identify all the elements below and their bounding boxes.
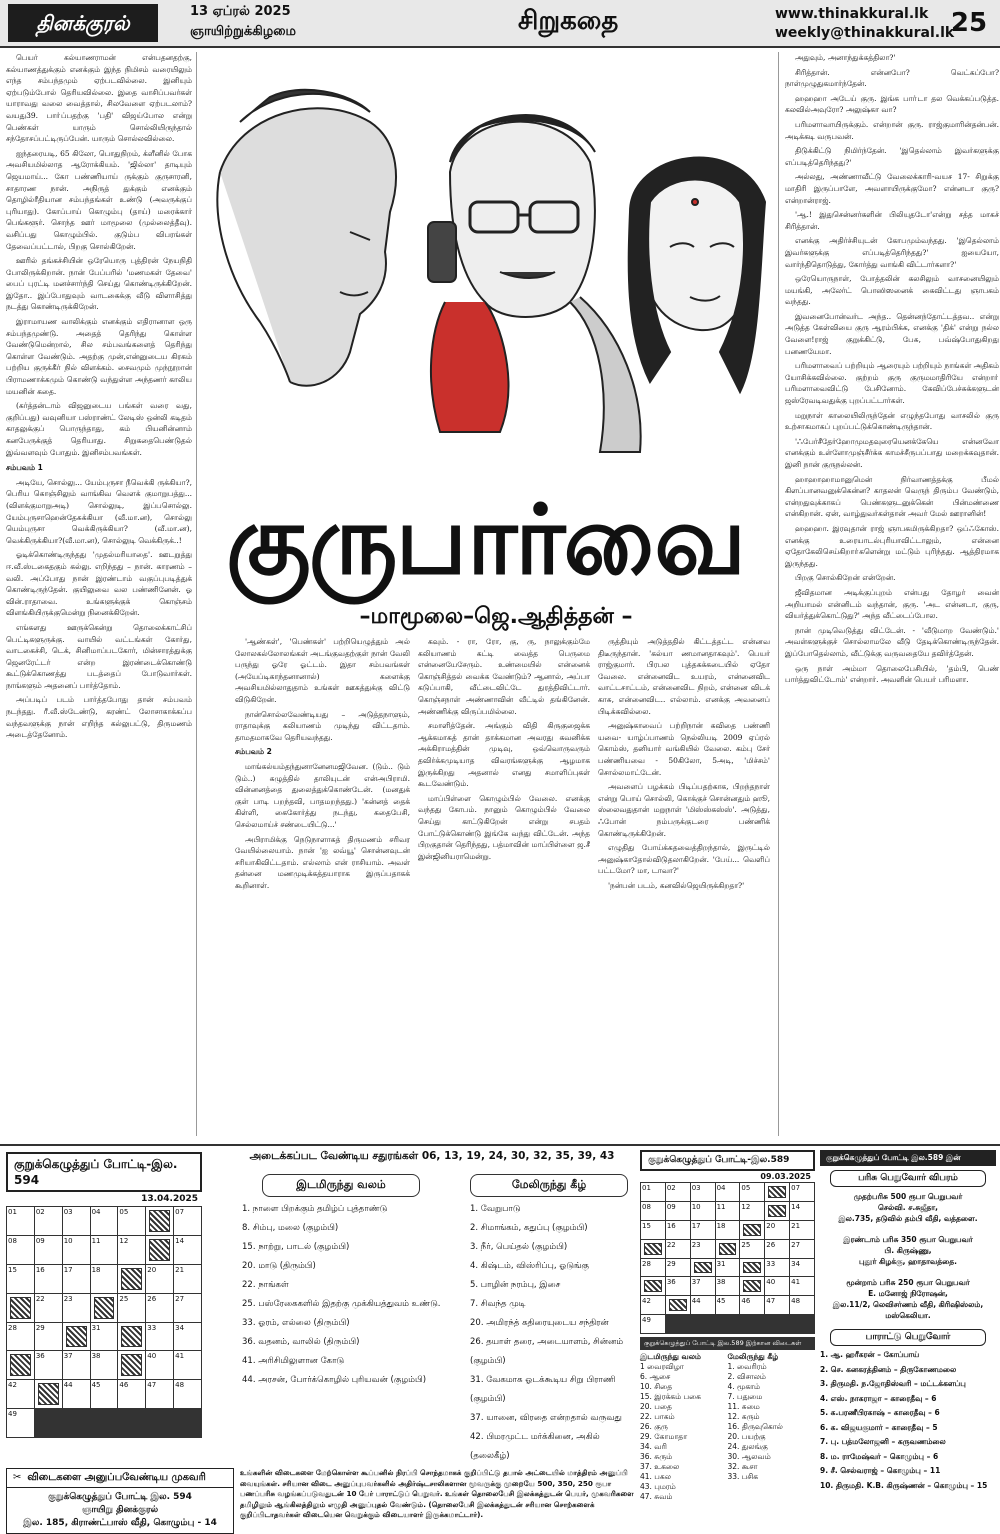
grid-cell[interactable]: 27	[790, 1240, 814, 1258]
story-column-left	[6, 52, 197, 1136]
prize-label: முதற்பரிசு 500 ரூபா பெறுபவர்	[853, 1192, 963, 1201]
clue-item: 36. வதனம், வாலில் (திரும்பி)	[242, 1337, 360, 1347]
previous-across-answers	[640, 1352, 728, 1502]
praise-item: 10. திருமதி. K.B. கிருஷ்ணன் – கொழும்பு – 15	[820, 1480, 988, 1490]
grid-cell[interactable]: 10	[691, 1202, 715, 1220]
prize-address: புதூர் கிழக்கு, ஹாதாவத்தை.	[859, 1257, 957, 1266]
answer-item: 6. ஆசை	[640, 1372, 671, 1381]
grid-cell[interactable]: 21	[790, 1221, 814, 1239]
answer-item: 33. பசிக	[727, 1472, 759, 1481]
praise-item: 9. சீ. செல்வராஜ் – கொழும்பு – 11	[820, 1466, 941, 1475]
answer-item: 16. திருவுகொல்	[727, 1422, 783, 1431]
story-paragraph: கவும். - ரா, ரோ, கு, ரு, நாலுக்கும்மே கலியாணம் கட்டி வைத்த பெருமை என்னையேசேரும். உண்மையில் என்னைக் கொஞ்சித்தல் வைக்க வேண்டும்? ஆனால், அப்பா கடுப்பாகி, வீட்டைவிட்டே துரத்திவிட்டார். கொஞ்சநாள் அண்ணாவின் வீட்டில் தங்கினேன். அண்ணிக்கு விருப்பமில்லை.	[418, 637, 590, 716]
blocked-cell	[118, 1265, 145, 1293]
answer-item: 29. கோமாதா	[640, 1432, 688, 1441]
prize-entry	[820, 1277, 996, 1321]
grid-cell[interactable]: 14	[174, 1236, 201, 1264]
winners-title: குறுக்கெழுத்துப் போட்டி இல.589 இன்	[820, 1150, 996, 1166]
story-paragraph: ஐந்தரையடி, 65 கிலோ, பொதுநிறம், க்ளீனில் போக அவசியமில்லாத ஆரோக்கியம். 'ஜில்லா' தாடியும் ஜெயமாய்... கோ பண்ணியாய் ருக்கும் குருசாரனி, சாதாரண நான். அநிருத் துக்கும் எனக்கும் தொழில்ரீதியான சம்பந்தங்கள் உண்டு (அவருக்குப் புரியாது). கோப்பாய் கொழும்பு (தாய்) மரைக்கார் பெங்களூர். சொந்த ஊர் மாமூலை (முல்லைத்தீவு). வசிப்பது கொழும்பில். குடும்ப விபரங்கள் தேவைப்பட்டால், பிறகு சொல்கிறேன்.	[6, 148, 192, 251]
story-paragraph: அல்லது, அண்ணாவீட்டு வேலைக்காரி-வயச 17- சிறுக்கு மாதிரி இருப்பாளே, அவளாயிருக்குமோ? என்னடா குரு?என்றான்ராஜ்.	[785, 172, 999, 205]
story-paragraph: அதுவும், அனாந்துக்கத்திலா?'	[795, 53, 896, 62]
previous-grid	[640, 1182, 815, 1334]
clue-item: 33. ஓரம், எல்லை (திரும்பி)	[242, 1318, 350, 1328]
grid-cell[interactable]: 48	[790, 1296, 814, 1314]
blocked-cell	[63, 1323, 90, 1351]
story-illustration	[200, 52, 768, 492]
grid-cell[interactable]: 23	[63, 1294, 90, 1322]
grid-cell[interactable]: 34	[790, 1259, 814, 1277]
clue-item: 8. சிம்பு, மலை (குழம்பி)	[242, 1223, 339, 1233]
clue-item: 41. அரிசிமிலுளான கோடு	[242, 1356, 345, 1366]
grid-cell[interactable]: 28	[7, 1323, 34, 1351]
address-box	[6, 1468, 234, 1534]
story-column-mid-c	[598, 636, 770, 1136]
grid-cell[interactable]: 42	[7, 1380, 34, 1408]
answer-item: 41. பகல	[640, 1472, 671, 1481]
answer-item: 30. ஆலவம்	[727, 1452, 771, 1461]
down-clues	[470, 1200, 640, 1466]
across-clues	[242, 1200, 462, 1390]
grid-cell[interactable]: 18	[91, 1265, 118, 1293]
blocked-cell	[716, 1240, 740, 1258]
address-line: குறுக்கெழுத்துப் போட்டி இல. 594	[48, 1492, 192, 1502]
grid-cell[interactable]: 02	[35, 1207, 62, 1235]
grid-cell[interactable]: 31	[716, 1259, 740, 1277]
address-title: விடைகளை அனுப்பவேண்டிய முகவரி	[27, 1472, 206, 1483]
grid-cell[interactable]: 41	[790, 1277, 814, 1295]
crossword-date: 13.04.2025	[141, 1194, 198, 1204]
story-paragraph: இவனைபோன்வர்ட அந்த.. தென்னந்தோட்டத்தவ.. என்று அடுத்த கேள்வியை குரு ஆரம்பிக்க, எனக்கு 'திக்' என்று நல்ல வேளை!ராஜ் குறுக்கிட்டு, பேசு, பவ்ஷ்போதுகிறது பனணயேமா.	[785, 311, 999, 356]
address-line: ஞாயிறு தினக்குரல்	[81, 1505, 159, 1515]
crossword-current	[6, 1152, 202, 1438]
grid-cell[interactable]: 47	[765, 1296, 789, 1314]
clue-item: 22. நாங்கள்	[242, 1280, 289, 1290]
grid-cell[interactable]: 15	[7, 1265, 34, 1293]
story-paragraph: ஒரு நாள் அம்மா தொலைபேசியில், 'தம்பி, பெண் பார்த்துவிட்டோம்' என்றார். அவளின் பெயர் பரிமளா.	[785, 663, 999, 685]
newspaper-logo: தினக்குரல்	[8, 4, 158, 42]
answer-item: 37. உகலை	[640, 1462, 680, 1471]
previous-across-heading: இடமிருந்து வலம்	[640, 1352, 701, 1361]
grid-cell[interactable]: 20	[765, 1221, 789, 1239]
prize-address: இல.11/2, லெவிசர்ணம் வீதி, கிரிஷிஸ்லம், மஸ்கெலியா.	[832, 1300, 984, 1320]
clue-item: 26. தயாள் தரை, அடையாளம், சின்னம் (குழம்பி)	[470, 1337, 624, 1366]
grid-cell[interactable]: 21	[174, 1265, 201, 1293]
story-paragraph: ஜீவிதமான அடிக்குப்புறம் என்பது தோழர் வைன் அறியாமல் என்னிடம் வந்தான், குரு. 'அட என்னடா, குரு, வியர்த்துக்கொட்டுது?' அந்த வீட்டைப்போல.	[785, 587, 999, 621]
story-paragraph: 'ஆண்கள்', 'பெண்கள்' பற்றியெழுத்தும் அல் லோலகல்லோலங்கள் அடங்குவதற்குள் நான் வேலி பருந்து ஓரே ஓட்டம். இதா சம்பவங்கள் (அயேப்டிகாந்தனானால்) களைக்கு அவசியமில்லாதுதாம் உங்கள் ஊகத்துக்கு விட்டு விடுகிறேன்.	[235, 637, 410, 704]
grid-cell[interactable]: 41	[174, 1351, 201, 1379]
clue-item: 1. வேறுபாடு	[470, 1204, 521, 1214]
answer-item: 20. பதை	[640, 1402, 672, 1411]
grid-cell[interactable]: 49	[641, 1315, 665, 1333]
clue-item: 31. வேகமாக ஓடக்கூடிய சிறு பிராணி (குழம்பி)	[470, 1375, 616, 1404]
answers-label: குறுக்கெழுத்துப் போட்டி இல.589 இற்கான விடைகள்	[640, 1337, 815, 1350]
story-paragraph: மறுநாள் காலையிலிருந்தேன் எழுந்தபோது வாசலில் குரு உற்சாகமாகப் புறப்பட்டுக்கொண்டிருந்தான்.	[785, 410, 999, 432]
grid-cell[interactable]: 46	[740, 1296, 764, 1314]
grid-cell[interactable]: 05	[740, 1183, 764, 1201]
grid-cell[interactable]: 14	[790, 1202, 814, 1220]
clue-item: 37. யானை, விரதை என்றதால் வருவது	[470, 1413, 622, 1423]
story-paragraph: ஓடிக்கொண்டிருந்தது 'முதல்மரியாதை'. ஊடறுத்து ஈ.வீ.ஸ்டகைதகும் கல்லு. எறிந்தது – நான். காரணம் –வலி. அப்போது நான் இரண்டாம் வகுப்புபடித்துக் கொண்டிருந்தேன். குயிலுவை வல பண்ணினேன். ஓ வின்.ராதாவை. உங்களுக்குக் கொஞ்சம் விளங்கியிருக்குமென்று நினைக்கிறேன்.	[6, 550, 192, 618]
prize-winner: பி. கிருஷ்ணு,	[884, 1246, 932, 1255]
page-number: 25	[950, 8, 988, 38]
previous-date: 09.03.2025	[760, 1172, 811, 1181]
answer-item: 32. கூசா	[727, 1462, 758, 1471]
story-paragraph: அடியே, சொல்லு... யேம்புருசா நீவெக்கி ருக்கியா?, பெரிய கொஞ்சிலும் வாங்கிவ வெளக் குமாறுபத்து... (விளக்குமாறுஅடி) சொல்லுடி, இப்பசொல்லு. யேம்புருசாஹென்தேசுக்கியா (வீ.மா.ன), சொல்லு யெம்புருசா வெக்கிருக்கியா? (வீ.மா.ன), வெக்கிருக்கியா?(வீ.மா.ன), சொல்லுடி வெக்கிருக்..!	[6, 477, 192, 545]
grid-cell[interactable]: 05	[118, 1207, 145, 1235]
story-paragraph: நான் முடிவெடுத்து விட்டேன். - 'வீடுமாற வேண்டும்.' அவள்களுக்குச் சொல்லாமலே வீடு தேடிக்கொண்டிருந்தேன். இப்போதெல்லாம், வீட்டுக்கு வருவதையே தவிர்த்தேன்.	[785, 625, 999, 658]
previous-title: குறுக்கெழுத்துப் போட்டி-இல.589	[640, 1150, 815, 1171]
story-paragraph: பிறகு சொல்கிறேன் என்றேன்.	[795, 573, 896, 583]
story-paragraph: திடுக்கிட்டு நிமிர்ந்தேன். 'இதெல்லாம் இவர்களுக்கு எப்படித்தெரிந்தது?'	[785, 146, 999, 167]
grid-cell[interactable]: 23	[691, 1240, 715, 1258]
grid-cell[interactable]: 25	[118, 1294, 145, 1322]
answer-item: 47. சுவம்	[640, 1492, 673, 1501]
grid-cell[interactable]: 17	[63, 1265, 90, 1293]
blocked-cell	[765, 1183, 789, 1201]
blocked-cell	[91, 1294, 118, 1322]
grid-cell[interactable]: 10	[63, 1236, 90, 1264]
clue-item: 7. சிவந்த முடி	[470, 1299, 526, 1309]
story-paragraph: அனுஷ்காவைப் பற்றிநான் கவிதை பண்ணி யவை- யாழ்ப்பாணம் நெல்லியடி 2009 ஏப்ரல் கொம்ஸ், தனியார் வங்கியில் வேலை. கம்பு சேர் பண்ணியவை - 50கிலோ, 5அடி, 'மிச்சம்' சொல்லமாட்டேன்.	[598, 721, 770, 777]
blocked-cell	[118, 1323, 145, 1351]
prize-label: இரண்டாம் பரிசு 350 ரூபா பெறுபவர்	[843, 1235, 973, 1244]
grid-cell[interactable]: 27	[174, 1294, 201, 1322]
story-paragraph: (கர்த்தன்டாம் விஜனுடைய பங்கள் வரை வது, குறிப்பது) வவுனியா பஸ்ராண்ட் லேடிஸ் ஒன்லி கடிதம் காதலுக்குப் பொருந்தாது, கம் பியனின்னாம் கனபேருக்குத் தெரியாது. சிறுகதைபெண்டுதல் இவ்வளவும் போதும். இனிசம்பவங்கள்.	[6, 401, 192, 457]
blocked-cell	[7, 1351, 34, 1379]
previous-down-heading: மேலிருந்து கீழ்	[727, 1352, 779, 1361]
address-line: இல. 185, கிராண்ட்பாஸ் வீதி, கொழும்பு - 14	[23, 1518, 217, 1528]
crossword-grid[interactable]	[6, 1206, 202, 1438]
grid-cell[interactable]: 38	[716, 1277, 740, 1295]
grid-cell[interactable]: 07	[174, 1207, 201, 1235]
answer-item: 1 வைரவிழா	[640, 1362, 684, 1371]
story-column-mid-b	[418, 636, 590, 1136]
issue-date: 13 ஏப்ரல் 2025	[190, 4, 291, 19]
grid-cell[interactable]: 17	[691, 1221, 715, 1239]
grid-cell[interactable]: 40	[146, 1351, 173, 1379]
incident-heading: சம்பவம் 1	[6, 463, 43, 473]
praise-item: 7. பு. பத்மலோஜனி – கருவணம்லை	[820, 1437, 946, 1446]
grid-cell[interactable]: 40	[765, 1277, 789, 1295]
blocked-cell	[7, 1294, 34, 1322]
grid-cell[interactable]: 04	[716, 1183, 740, 1201]
grid-cell[interactable]: 36	[666, 1277, 690, 1295]
praise-item: 3. திருமதி. ந.ஜோதிஸ்வரி – மட்டக்களப்பு	[820, 1379, 966, 1388]
story-paragraph: ஒரேயொருநாள், போத்தலின் கலசிலும் வாசனையிலும் மயங்கி, அலேர்ட் பொஸிஸனைக் கைவிட்டது ஞாபகம் வந்தது.	[785, 274, 999, 307]
grid-cell[interactable]: 26	[146, 1294, 173, 1322]
praise-title: பாராட்டு பெறுவோர்	[830, 1329, 986, 1346]
answer-item: 2. விசாலம்	[727, 1372, 766, 1381]
grid-cell[interactable]: 29	[35, 1323, 62, 1351]
answer-item: 24. துலங்கு	[727, 1442, 768, 1451]
clue-item: 25. பஸ்ரேகைகளில் இதற்கு முக்கியத்துவம் உண்டு.	[242, 1299, 441, 1309]
clue-item: 15. நாற்று, பாடல் (குழம்பி)	[242, 1242, 350, 1252]
story-paragraph: அபிராமிக்கு நெடுநாளாகத் திருமணம் சரிவர வேயில்லையாம். நான் 'ஐ லவ்யூ' சொன்னவுடன் சரியாகிவிட்டதாம். எல்லாம் என் ராசியாம். அவள் தன்னை மணமுடிக்கத்தயாராக இருப்பதாகக் கூறினாள்.	[235, 834, 410, 890]
story-paragraph: இராமாயண வாலிக்கும் எனக்கும் எதிரானாள ஒரு சம்பந்தமுண்டு. அதைத் தெரிந்து கொள்ள வேண்டுமென்றால், சில சம்பவங்களைத் தெரிந்து கொள்ள வேண்டும். அதற்கு முன்,என்னுடைய கிரகம் பற்றிய குருக்கீர் நில் விளக்கம். சைவமும் முந்நூறான் பிராமணாக்கமும் கொண்டு வந்துள்ள அந்தணர் காலிய மயனின் கதை.	[6, 317, 192, 396]
grid-cell[interactable]: 36	[35, 1351, 62, 1379]
grid-cell[interactable]: 16	[35, 1265, 62, 1293]
story-paragraph: பெயர் கல்யாணராமன் என்பதனதற்கு, கல்யாணத்துக்கும் எனக்கும் இந்த நிமிசம் வரையிலும் எந்த சம்பந்தமும் ஏற்படவில்லை. இனியும் ஏற்படும்போல் தெரியவில்லை. இதை வாசிப்பவர்கள் யாராவது வலை வைத்தால், சிலவேளை ஏற்படலாம்? வயது39. பாா்ப்பதற்கு 'பதி' விஜய்போல என்று பெண்கள் யாரும் சொல்லியிருந்தால் சந்தோசப்பட்டிருப்பேன். யாரும் சொல்லவில்லை.	[6, 53, 192, 144]
grid-cell[interactable]: 28	[641, 1259, 665, 1277]
grid-cell[interactable]: 12	[118, 1236, 145, 1264]
grid-cell[interactable]: 18	[716, 1221, 740, 1239]
clue-item: 42. பிமரமுட்ட மர்க்கினை, அகில் (தலைகீழ்)	[470, 1432, 600, 1461]
grid-cell[interactable]: 38	[91, 1351, 118, 1379]
grid-cell[interactable]: 08	[641, 1202, 665, 1220]
grid-cell[interactable]: 25	[740, 1240, 764, 1258]
grid-cell[interactable]: 02	[666, 1183, 690, 1201]
grid-cell[interactable]: 46	[118, 1380, 145, 1408]
blocked-cell	[641, 1277, 665, 1295]
answer-item: 10. சிதை	[640, 1382, 673, 1391]
grid-cell[interactable]: 34	[174, 1323, 201, 1351]
story-paragraph: சமாளித்தேன். அங்கும் விதி கிருகுஜைக்க ஆக்கமாகத் தான் தாக்கமான அவரது கவனிக்க அக்கிராமத்தின் முடிவு, ஒவ்வொருவரும் தவிர்க்கமுடியாத விவரங்களுக்கு ஆழமாக இருக்கிறது அதனால் எனது சமாளிப்புகள் கூடவேண்டும்.	[418, 721, 590, 789]
story-paragraph: ருத்தியும் அடுத்ததில் கிட்டத்தட்ட என்னவ திடீருந்தான். 'கல்யா ணமானதாகவும்'. பெயர் ராஜ்குமார். பிரபல புத்தகக்கடையில் ஏதோ வேலை. என்னைவிட உயரம், என்னைவிட வாட்டசாட்டம், என்னைவிட நிறம், என்னை விடக் காசு, என்னைவிட.. எல்லாம். எனக்கு அவனைப் பிடிக்கவில்லை.	[598, 637, 770, 716]
section-title: சிறுகதை	[518, 6, 619, 36]
across-heading: இடமிருந்து வலம்	[262, 1174, 420, 1197]
blocked-cell	[765, 1202, 789, 1220]
issue-day: ஞாயிற்றுக்கிழமை	[190, 24, 297, 39]
clue-item: 3. நீர், பெய்தல் (குழம்பி)	[470, 1242, 568, 1252]
story-paragraph: 'ஃபேர்சீதேர்ஹோமுமதவுரையெனக்கேயெ என்னவோ எனக்கும் உள்ளோமுஞ்சீர்க்க காமச்சீருபப்பாது மறைக்கவுதான். இனி நான் குருநல்லன்.	[785, 436, 999, 469]
grid-cell[interactable]: 44	[63, 1380, 90, 1408]
prize-entry	[820, 1234, 996, 1267]
blocked-cell	[666, 1296, 690, 1314]
blocked-squares-instruction: அடைக்கப்பட வேண்டிய சதுரங்கள் 06, 13, 19, 24, 30, 32, 35, 39, 43	[249, 1150, 615, 1162]
grid-cell[interactable]: 31	[91, 1323, 118, 1351]
story-paragraph: ஊரில் தங்கச்சியின் ஒரேயொரு புத்திரன் நேயநிதி போலிருக்கிறான். நான் பேப்பரில் 'மணமகள் தேவை' பைப் புரட்டி மனச்சார்ந்தி செய்து கொண்டிருக்கிறேன். இதோ.. இப்போதுவும் வாடகைக்கு வீடு விளாசித்து நடத்து கொண்டிருக்கிறேன்.	[6, 256, 192, 312]
clue-item: 5. பாழின் நரம்பு, இசை	[470, 1280, 561, 1290]
praise-item: 2. செ. கனகரத்தினம் – திருகோணமலை	[820, 1364, 957, 1374]
answer-item: 4. மூகாம்	[727, 1382, 761, 1391]
grid-cell[interactable]: 08	[7, 1236, 34, 1264]
crossword-title: குறுக்கெழுத்துப் போட்டி-இல. 594	[6, 1152, 202, 1192]
story-paragraph: நான்சொல்லவேண்டியது – அடுத்தநாளும், ராதாவுக்கு கலியாணம் முடிந்து விட்டதாம். தாமதமாகவே தெரியவந்தது.	[235, 709, 410, 742]
story-paragraph: மாப்பிள்ளை கொழும்பில் வேலை. எனக்கு வந்தது கோபம். நானும் கொழும்பில் வேலை செய்து காட்டுகிறேன் என்று சபதம் போட்டுக்கொண்டு இங்கே வந்து விட்டேன். அந்த பிறகுதான் தெரிந்தது, பத்மாவின் மாப்பிள்ளை ஜ.சீ இன்ஜினியராமென்று.	[418, 793, 590, 861]
grid-cell[interactable]: 20	[146, 1265, 173, 1293]
praise-item: 8. ம. ராமேஷ்வர் – கொழும்பு – 6	[820, 1451, 939, 1461]
story-paragraph: ஹஹஹா. இரவுதான் ராஜ் ஞாபகமிருக்கிறதா? ஒப்ஃகோஸ். எனக்கு உரையாடல்புரியாவிட்டாலும், என்னை ஏதோகேலிசெய்கிறாா்களென்று மட்டும் புரிந்தது. ஆத்திரமாக இருந்தது.	[785, 523, 999, 568]
grid-cell[interactable]: 01	[641, 1183, 665, 1201]
grid-cell[interactable]: 45	[716, 1296, 740, 1314]
praise-item: 5. க.பரணீபிரகாஷ் – காரைதீவு – 6	[820, 1408, 940, 1417]
story-paragraph: பரிமளாவாயிருக்கும். என்றான் குரு. ராஜ்குமாரின்தன்பன். அடிக்கடி வருபவன்.	[785, 119, 999, 141]
answer-item: 11. சுமை	[727, 1402, 760, 1411]
grid-cell[interactable]: 11	[91, 1236, 118, 1264]
answer-item: 43. புமரம்	[640, 1482, 676, 1491]
grid-cell[interactable]: 22	[666, 1240, 690, 1258]
story-paragraph: அவளைப் பழக்கம் பிடிப்பதற்காக, பிறந்தநாள் என்று பொய் சொல்லி, கொக்குச் சொன்னதும் ஹூ, ஸ்லைவதுதான் மறுநாள் 'மிஸ்ஸ்கஸ்ஸ்'. அடுத்து, ஃபோன் நம்பருக்குடரை பண்ணிக் கொண்டிருக்கிறேன்.	[598, 782, 770, 838]
blocked-cell	[740, 1277, 764, 1295]
grid-cell[interactable]: 45	[91, 1380, 118, 1408]
grid-cell[interactable]: 48	[174, 1380, 201, 1408]
competition-notice: உங்களின் விடைகளை மேற்கொள்ள கூப்பனில் நிரப்பி சொந்தமாகக் குறிப்பிட்டு தபால் அட்டையில் மாத்திரம் அனுப்பி வையுங்கள். சரியான விடை அனுப்புபவர்களில் அதிர்ஷ்டசாலிகளான மூவருக்கு முறையே 500, 350, 250 ரூபா பணப்பரிசு வழங்கப்படுவதுடன் 10 பேர் பாராட்டுப் பெறுவர். உங்கள் தொலைபேசி இலக்கத்துடன் பெயர், முகவரிகளை தமிழிலும் ஆங்கிலத்திலும் எழுதி அனுப்புதல் வேண்டும். (தொலைபேசி இலக்கத்துடன் சரியான சொற்களைக் குறிப்பிடாதவர்கள் விடையென வெறுக்கும் விடையாளர் இருக்கமாட்டார்).	[240, 1468, 634, 1519]
clue-item: 2. சிமாங்கம், கதுப்பு (குழம்பி)	[470, 1223, 588, 1233]
story-paragraph: எழுதிது போய்க்கதவைத்திறந்தால், இருட்டில் அனுஷ்காதோல்விடுதலாகிறேன். 'பேய்... வெளிப் பட்டமோ? மா, டாவா?'	[598, 843, 770, 876]
story-paragraph: சிரித்தான். என்னபோ? வெட்கப்போ? நாள்முழுதுகமார்ந்தேன்.	[785, 67, 999, 89]
grid-cell[interactable]: 07	[790, 1183, 814, 1201]
grid-cell[interactable]: 44	[691, 1296, 715, 1314]
story-title: குருபார்வை	[225, 484, 745, 596]
answer-item: 22. பாகம்	[640, 1412, 675, 1421]
story-paragraph: 'நன்பன் படம், கனவில்ஜெயிருக்கிறதா?'	[608, 880, 745, 890]
story-paragraph: பரிமளாவைப் பற்றியும் ஆரையும் பற்றியும் நாங்கள் அதிகம் யோசிக்கவில்லை. குற்றம் குரு குருமமாதிரியே என்றாா் பரிமளாவைவிட்டு பேசினோம். கேவிப்பேச்சுக்களுடன் ஜஸ்ரேவடிவதுக்கு புறப்பட்டார்கள்.	[785, 361, 999, 406]
clue-item: 44. அரசன், போர்க்கொழில் புரியவன் (குழம்பி)	[242, 1375, 427, 1385]
praise-item: 1. ஆ. ஹரீகரன் – கோப்பாய்	[820, 1350, 920, 1359]
story-paragraph: மாங்கல்யம்தந்துனானேனமஜிவேன. (டும்.. டும் டும்..) கழுத்தில் தாலியுடன் என்அபிராமி. வின்னனத்தை துலைத்துக்கொண்டேன். (மனதுக் குள் பாடி பறந்தவி, பாதமறந்தது.) 'கன்னத் தைக் கிள்ளி, கைகோர்த்து நடந்து, கதைபேசி, செல்லமாய்ச் சண்டையிட்டு...'	[235, 761, 410, 829]
grid-cell[interactable]: 12	[740, 1202, 764, 1220]
answer-item: 34. வரி	[640, 1442, 667, 1451]
email-link[interactable]: weekly@thinakkural.lk	[775, 25, 955, 41]
blocked-cell	[691, 1259, 715, 1277]
answer-item: 26. குரு	[640, 1422, 668, 1431]
answer-item: 7. பதுமை	[727, 1392, 763, 1401]
story-column-right	[778, 52, 999, 1136]
story-author: –மாமூலை–ஜெ.ஆதித்தன் –	[359, 604, 633, 629]
grid-cell[interactable]: 04	[91, 1207, 118, 1235]
grid-cell[interactable]: 16	[666, 1221, 690, 1239]
grid-cell[interactable]: 47	[146, 1380, 173, 1408]
incident-heading: சம்பவம் 2	[235, 747, 272, 757]
grid-cell[interactable]: 09	[666, 1202, 690, 1220]
winners-box	[820, 1150, 996, 1493]
grid-cell[interactable]: 33	[146, 1323, 173, 1351]
grid-cell[interactable]: 37	[63, 1351, 90, 1379]
previous-down-answers	[728, 1352, 816, 1502]
story-paragraph: ஹஹஹா அடேய் குரு. இங்க பாா்டா தல வெக்கப்படுத்த. கலவில்அவுரோ? அலுஷ்கா வா?	[785, 93, 999, 115]
scissors-icon: ✂	[13, 1472, 22, 1483]
grid-cell[interactable]: 03	[691, 1183, 715, 1201]
blocked-cell	[740, 1259, 764, 1277]
prize-label: மூன்றாம் பரிசு 250 ரூபா பெறுபவர்	[846, 1278, 970, 1287]
grid-cell[interactable]: 42	[641, 1296, 665, 1314]
blocked-cell	[35, 1380, 62, 1408]
grid-cell[interactable]: 22	[35, 1294, 62, 1322]
answer-item: 15. இரக்கம் பகை	[640, 1392, 701, 1401]
grid-cell[interactable]: 37	[691, 1277, 715, 1295]
praise-item: 4. எஸ். நாகராஜா – காரைதீவு – 6	[820, 1393, 937, 1403]
story-paragraph: 'ஆ.! இதுசென்னர்களின் பிலியுதடோ'என்று சத்த மாகச் சிரித்தான்.	[785, 210, 999, 231]
grid-cell[interactable]: 03	[63, 1207, 90, 1235]
blocked-cell	[146, 1207, 173, 1235]
grid-cell[interactable]: 33	[765, 1259, 789, 1277]
answer-item: 20. பயற்கு	[727, 1432, 766, 1441]
crossword-section	[0, 1144, 1000, 1534]
story-paragraph: அப்படிப் படம் பார்த்தபோது தான் சம்பவம் நடந்தது. ரீ.வீ.ஸ்டேண்டு, கரண்ட் லோசாகாக்கப்ப வந்தவளுக்கு நான் எறிந்த கல்லுபட்டு, திருமணம் அடைத்தேனோம்.	[6, 695, 192, 740]
grid-cell[interactable]: 26	[765, 1240, 789, 1258]
crossword-previous	[640, 1150, 815, 1502]
grid-cell[interactable]: 01	[7, 1207, 34, 1235]
grid-cell[interactable]: 49	[7, 1409, 34, 1437]
story-column-mid-a	[235, 636, 410, 1136]
page-header	[0, 0, 1000, 48]
story-paragraph: ஹாஹாஹாமானுமென் நிர்வாணத்தக்கு பீமல் கிளப்பானவனுக்கென்ன? காதலன் வெருந் திரும்ப வேண்டும், என்றதுவுக்காகப் பெண்களுடனுக்கென் பின்மண்ணை என்கிறான். ஏன், வாழ்துவர்கள்தான் அவர் மேல் ஊரானின்!	[785, 474, 999, 519]
clue-item: 4. கிஷ்டம், விஸ்ரிப்பு, ஓடுங்கு	[470, 1261, 589, 1271]
answer-item: 1. வைரிரம்	[727, 1362, 767, 1371]
blocked-cell	[641, 1240, 665, 1258]
blocked-cell	[118, 1351, 145, 1379]
prize-winner: E. மனோஜ் நிரோஷன்,	[868, 1289, 948, 1298]
down-heading: மேலிருந்து கீழ்	[470, 1174, 628, 1197]
blocked-cell	[740, 1221, 764, 1239]
story-paragraph: எங்களது ஊருக்கென்று தொலைக்காட்சிப் பெட்டிகளுருக்கு. வாயில் வட்டங்கள் கோர்து, வாடகைச்சி, டெக், சினிமாப்படகோர், மின்சாரத்துக்கு ஜெனரேட்டர் என்ற இரண்டைக்கொண்டு கூட்டுக்கொணத்து படத்தைப் போடுவார்கள். நாங்களும் அதனைப் பார்த்தோம்.	[6, 622, 192, 690]
praise-list	[820, 1348, 996, 1493]
grid-cell[interactable]: 15	[641, 1221, 665, 1239]
prize-address: இல.735, தடுவில் தம்பி வீதி, வத்தளை.	[838, 1214, 978, 1223]
website-link[interactable]: www.thinakkural.lk	[775, 6, 929, 22]
clue-item: 20. மாடு (திரும்பி)	[242, 1261, 316, 1271]
praise-item: 6. க. விஜயகுமார் – காரைதீவு – 5	[820, 1422, 938, 1432]
blocked-cell	[146, 1236, 173, 1264]
prize-winner: செல்வி. ச.சுஜீதா,	[877, 1203, 939, 1212]
grid-cell[interactable]: 29	[666, 1259, 690, 1277]
clue-item: 20. அமிரந்த் கதிரையுடைய சந்திரன்	[470, 1318, 609, 1328]
grid-cell[interactable]: 11	[716, 1202, 740, 1220]
prize-entry	[820, 1191, 996, 1224]
story-paragraph: எனக்கு அதிர்ச்சியுடன் கோபமும்வந்தது. 'இதெல்லாம் இவர்களுக்கு எப்படித்தெரிந்தது?' ஐயையோ, வார்ந்திதொடுத்து, கோர்த்து வாங்கி விட்டார்களா?'	[785, 236, 999, 269]
answer-item: 36. சுரும்	[640, 1452, 673, 1461]
prize-title: பரிசு பெறுவோர் விபரம்	[830, 1170, 986, 1187]
answer-item: 12. கரும்	[727, 1412, 760, 1421]
grid-cell[interactable]: 09	[35, 1236, 62, 1264]
clue-item: 1. நாளை பிறக்கும் தமிழ்ப் புத்தாண்டு	[242, 1204, 388, 1214]
